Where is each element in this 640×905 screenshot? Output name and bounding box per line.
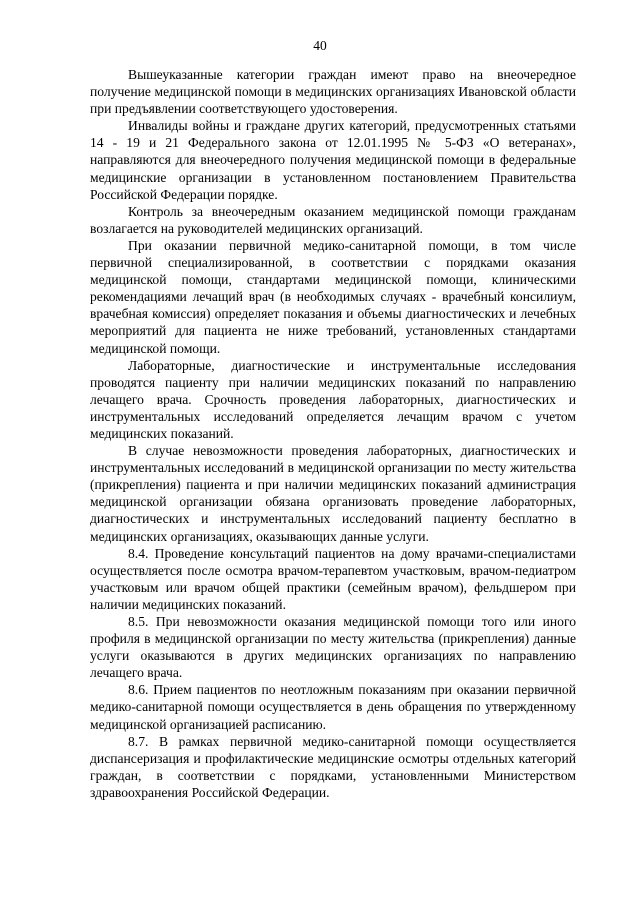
paragraph-8-6: 8.6. Прием пациентов по неотложным показаниям при оказании первичной медико-санитарной помощи осуществляется в день обращения по утвержденному медицинской организацией расписанию. [90,682,576,732]
paragraph-8-5: 8.5. При невозможности оказания медицинской помощи того или иного профиля в медицинской организации по месту жительства (прикрепления) данные услуги оказываются в других медицинских организациях по направлению лечащего врача. [90,614,576,681]
document-body [90,66,576,801]
paragraph: Инвалиды войны и граждане других категорий, предусмотренных статьями 14 - 19 и 21 Федерального закона от 12.01.1995 № 5-ФЗ «О ветеранах», направляются для внеочередного получения медицинской помощи в федеральные медицинские организации в установленном постановлением Правительства Российской Федерации порядке. [90,118,576,202]
paragraph: При оказании первичной медико-санитарной помощи, в том числе первичной специализированной, в соответствии с порядками оказания медицинской помощи, стандартами медицинской помощи, клиническими рекомендациями лечащий врач (в необходимых случаях - врачебный консилиум, врачебная комиссия) определяет показания и объемы диагностических и лечебных мероприятий для пациента не ниже требований, установленных стандартами медицинской помощи. [90,237,576,356]
paragraph: Лабораторные, диагностические и инструментальные исследования проводятся пациенту при наличии медицинских показаний по направлению лечащего врача. Срочность проведения лабораторных, диагностических и инструментальных исследований определяется лечащим врачом с учетом медицинских показаний. [90,357,576,441]
paragraph: В случае невозможности проведения лабораторных, диагностических и инструментальных исследований в медицинской организации по месту жительства (прикрепления) пациента и при наличии медицинских показаний администрация медицинской организации обязана организовать проведение лабораторных, диагностических и инструментальных исследований пациенту бесплатно в медицинских организациях, оказывающих данные услуги. [90,443,576,544]
paragraph: Вышеуказанные категории граждан имеют право на внеочередное получение медицинской помощи в медицинских организациях Ивановской области при предъявлении соответствующего удостоверения. [90,67,576,117]
paragraph-8-7: 8.7. В рамках первичной медико-санитарной помощи осуществляется диспансеризация и профилактические медицинские осмотры отдельных категорий граждан, в соответствии с порядками, установленными Министерством здравоохранения Российской Федерации. [90,733,576,800]
paragraph: Контроль за внеочередным оказанием медицинской помощи гражданам возлагается на руководителей медицинских организаций. [90,203,576,236]
page-number: 40 [313,38,327,53]
paragraph-8-4: 8.4. Проведение консультаций пациентов на дому врачами-специалистами осуществляется после осмотра врачом-терапевтом участковым, врачом-педиатром участковым или врачом общей практики (семейным врачом), фельдшером при наличии медицинских показаний. [90,545,576,612]
